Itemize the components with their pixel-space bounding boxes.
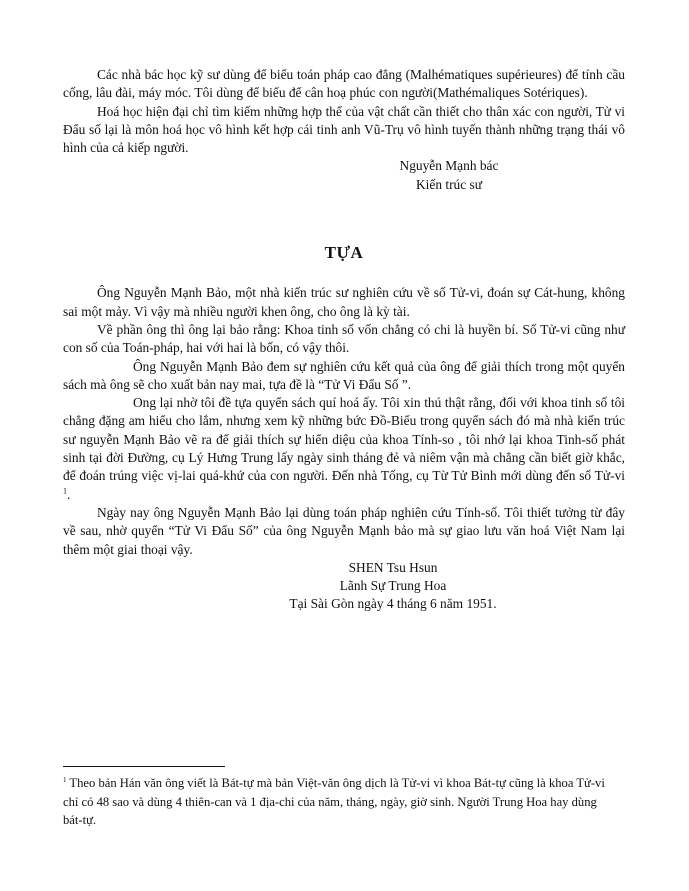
intro-signature-title: Kiến trúc sư bbox=[415, 176, 482, 192]
footnote-marker: 1 bbox=[63, 775, 67, 784]
intro-signature-name: Nguyễn Mạnh bác bbox=[399, 158, 499, 174]
preface-signature-title: Lãnh Sự Trung Hoa bbox=[339, 578, 447, 594]
preface-paragraph-3: Ông Nguyễn Mạnh Bảo đem sự nghiên cứu kết quả của ông để giải thích trong một quyển sách mà ông sẽ cho xuất bản nay mai, tựa đề là “Tử Vi Đẩu Số ”. bbox=[63, 358, 625, 392]
preface-signature-name: SHEN Tsu Hsun bbox=[348, 559, 438, 575]
footnote-reference[interactable]: 1 bbox=[63, 486, 67, 496]
intro-paragraph-1: Các nhà bác học kỹ sư dùng để biểu toán pháp cao đẳng (Malhématiques supérieures) để tính cầu cống, lâu đài, máy móc. Tôi dùng để biểu để cân hoạ phúc con người(Mathémaliques Sotériques). bbox=[63, 67, 625, 101]
footnote bbox=[63, 774, 615, 830]
preface-paragraph-1: Ông Nguyễn Mạnh Bảo, một nhà kiến trúc sư nghiên cứu về số Tử-vi, đoán sự Cát-hung, không sai một mảy. Vì vậy mà nhiều người khen ông, cho ông là kỳ tài. bbox=[63, 285, 625, 319]
page-body bbox=[63, 66, 625, 614]
preface-paragraph-2: Về phần ông thì ông lại bảo rằng: Khoa tinh số vốn chẳng có chi là huyền bí. Số Tử-vi cũng như con số của Toán-pháp, hai với hai là bốn, có vậy thôi. bbox=[63, 321, 625, 356]
preface-title: TỰA bbox=[324, 243, 364, 263]
preface-paragraph-4-end: . bbox=[67, 486, 71, 502]
footnote-text: Theo bản Hán văn ông viết là Bát-tự mà bản Việt-văn ông dịch là Tử-vi vì khoa Bát-tự cũng là khoa Tử-vi chỉ có 48 sao và dùng 4 thiên-can và 1 địa-chi của năm, tháng, ngày, giờ sinh. Người Trung Hoa hay dùng bát-tự. bbox=[63, 776, 605, 827]
preface-signature-place-date: Tại Sài Gòn ngày 4 tháng 6 năm 1951. bbox=[289, 596, 497, 612]
preface-paragraph-4 bbox=[63, 394, 625, 504]
preface-paragraph-5: Ngày nay ông Nguyễn Mạnh Bảo lại dùng toán pháp nghiên cứu Tính-số. Tôi thiết tưởng từ đây về sau, nhờ quyển “Tử Vi Đẩu Số” của ông Nguyễn Mạnh bảo mà sự giao lưu văn hoá Việt Nam lại thêm một giai thoại vậy. bbox=[63, 504, 625, 557]
footnote-divider bbox=[63, 766, 225, 767]
intro-paragraph-2: Hoá học hiện đại chỉ tìm kiếm những hợp thể của vật chất cần thiết cho thân xác con người, Tử vi Đẩu số lại là môn hoá học vô hình kết hợp cái tinh anh Vũ-Trụ vô hình tuyến thành những trạng thái vô hình của cả kiếp người. bbox=[63, 103, 625, 156]
preface-paragraph-4-text: Ong lại nhờ tôi đề tựa quyển sách quí hoá ấy. Tôi xin thú thật rằng, đối với khoa tinh số tôi chẳng đặng am hiểu cho lắm, nhưng xem kỹ những bức Đồ-Biểu trong quyển sách đó mà nhà kiến trúc sư nguyễn Mạnh Bảo vẽ ra để giải thích sự hiển diệu của khoa Tính-so , tôi nhớ lại khoa Tinh-số phát sinh tại đời Đường, cụ Lý Hưng Trung lấy ngày sinh tháng đẻ và niêm vận mà chẳng cần biết giờ khắc, để đoán trúng việc vị-lai quá-khứ của con người. Đến nhà Tống, cụ Từ Tử Bình mới dùng đến số Tử-vi bbox=[63, 395, 625, 484]
